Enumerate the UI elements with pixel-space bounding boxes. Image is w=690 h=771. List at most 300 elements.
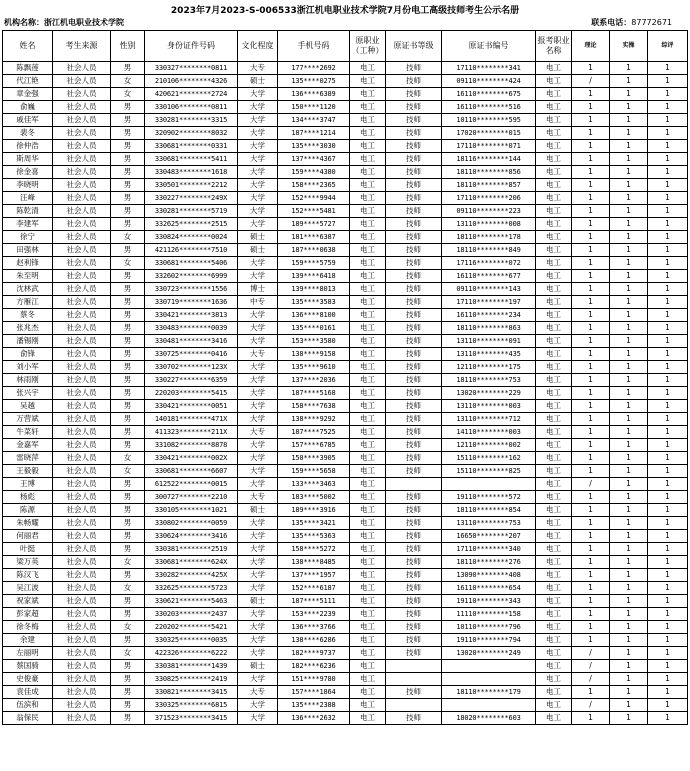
cell-applied-job: 电工: [536, 413, 572, 426]
cell-education: 硕士: [238, 244, 278, 257]
cell-original-job: 电工: [350, 621, 386, 634]
cell-original-job: 电工: [350, 88, 386, 101]
table-row: [3, 569, 688, 582]
cell-name: 陈飘莲: [3, 62, 53, 75]
org-name: 浙江机电职业技术学院: [44, 18, 124, 27]
cell-original-job: 电工: [350, 153, 386, 166]
cell-theory: 1: [572, 257, 610, 270]
cell-theory: 1: [572, 621, 610, 634]
cell-applied-job: 电工: [536, 374, 572, 387]
cell-theory: 1: [572, 439, 610, 452]
cell-mobile: 136****3766: [278, 621, 350, 634]
table-row: [3, 673, 688, 686]
cell-theory: 1: [572, 387, 610, 400]
cell-overall: 1: [648, 114, 688, 127]
cell-original-job: 电工: [350, 556, 386, 569]
cell-source: 社会人员: [53, 270, 111, 283]
cell-name: 左丽明: [3, 647, 53, 660]
cell-overall: 1: [648, 413, 688, 426]
cell-overall: 1: [648, 686, 688, 699]
cell-education: 大学: [238, 270, 278, 283]
table-row: [3, 491, 688, 504]
cell-cert-number: 14110********003: [442, 426, 536, 439]
cell-source: 社会人员: [53, 621, 111, 634]
cell-source: 社会人员: [53, 322, 111, 335]
cell-mobile: 159****5658: [278, 465, 350, 478]
cell-theory: 1: [572, 361, 610, 374]
cell-overall: 1: [648, 75, 688, 88]
cell-applied-job: 电工: [536, 491, 572, 504]
cell-education: 大学: [238, 569, 278, 582]
cell-id-number: 420621********2724: [145, 88, 238, 101]
cell-original-job: 电工: [350, 530, 386, 543]
cell-id-number: 330381********2519: [145, 543, 238, 556]
cell-practical: 1: [610, 478, 648, 491]
cell-practical: 1: [610, 192, 648, 205]
cell-source: 社会人员: [53, 218, 111, 231]
cell-overall: 1: [648, 556, 688, 569]
cell-education: 博士: [238, 283, 278, 296]
cell-cert-level: 技师: [386, 88, 442, 101]
cell-source: 社会人员: [53, 517, 111, 530]
cell-name: 陈乾清: [3, 205, 53, 218]
table-row: [3, 140, 688, 153]
cell-original-job: 电工: [350, 283, 386, 296]
cell-overall: 1: [648, 569, 688, 582]
cell-applied-job: 电工: [536, 153, 572, 166]
cell-practical: 1: [610, 660, 648, 673]
cell-mobile: 137****1957: [278, 569, 350, 582]
cell-id-number: 330421********002X: [145, 452, 238, 465]
cell-practical: 1: [610, 699, 648, 712]
cell-applied-job: 电工: [536, 348, 572, 361]
cell-cert-number: 13110********003: [442, 400, 536, 413]
cell-name: 徐冬梅: [3, 621, 53, 634]
cell-practical: 1: [610, 465, 648, 478]
cell-original-job: 电工: [350, 569, 386, 582]
cell-source: 社会人员: [53, 283, 111, 296]
cell-cert-level: 技师: [386, 244, 442, 257]
cell-theory: 1: [572, 452, 610, 465]
cell-education: 大学: [238, 387, 278, 400]
cell-overall: 1: [648, 218, 688, 231]
cell-education: 中专: [238, 296, 278, 309]
cell-cert-level: 技师: [386, 309, 442, 322]
cell-education: 大学: [238, 166, 278, 179]
cell-practical: 1: [610, 101, 648, 114]
cell-practical: 1: [610, 504, 648, 517]
cell-cert-number: 17110********071: [442, 140, 536, 153]
cell-name: 林雨刚: [3, 374, 53, 387]
cell-source: 社会人员: [53, 153, 111, 166]
cell-name: 梁万英: [3, 556, 53, 569]
cell-overall: 1: [648, 699, 688, 712]
cell-applied-job: 电工: [536, 647, 572, 660]
cell-practical: 1: [610, 296, 648, 309]
cell-practical: 1: [610, 270, 648, 283]
cell-overall: 1: [648, 257, 688, 270]
cell-cert-number: 18110********854: [442, 504, 536, 517]
cell-source: 社会人员: [53, 179, 111, 192]
cell-education: 大学: [238, 374, 278, 387]
table-row: [3, 296, 688, 309]
cell-mobile: 134****3747: [278, 114, 350, 127]
col-header-name: 姓名: [3, 31, 53, 62]
cell-education: 大学: [238, 101, 278, 114]
cell-education: 大学: [238, 647, 278, 660]
cell-name: 戚佳军: [3, 114, 53, 127]
cell-practical: 1: [610, 452, 648, 465]
cell-cert-number: 18110********276: [442, 556, 536, 569]
table-row: [3, 699, 688, 712]
cell-gender: 男: [111, 608, 145, 621]
cell-mobile: 135****3030: [278, 140, 350, 153]
cell-theory: 1: [572, 283, 610, 296]
cell-gender: 男: [111, 595, 145, 608]
cell-overall: 1: [648, 88, 688, 101]
cell-mobile: 138****9292: [278, 413, 350, 426]
cell-gender: 男: [111, 166, 145, 179]
cell-cert-number: 19110********794: [442, 634, 536, 647]
cell-theory: 1: [572, 179, 610, 192]
cell-practical: 1: [610, 556, 648, 569]
cell-mobile: 135****9610: [278, 361, 350, 374]
cell-mobile: 189****5727: [278, 218, 350, 231]
cell-gender: 男: [111, 712, 145, 725]
cell-theory: /: [572, 75, 610, 88]
table-row: [3, 153, 688, 166]
cell-practical: 1: [610, 413, 648, 426]
cell-education: 大学: [238, 634, 278, 647]
cell-overall: 1: [648, 712, 688, 725]
cell-cert-level: 技师: [386, 218, 442, 231]
cell-theory: 1: [572, 595, 610, 608]
table-row: [3, 621, 688, 634]
cell-cert-number: 16110********234: [442, 309, 536, 322]
cell-source: 社会人员: [53, 699, 111, 712]
cell-cert-number: 18020********603: [442, 712, 536, 725]
cell-cert-number: 17116********072: [442, 257, 536, 270]
cell-theory: 1: [572, 322, 610, 335]
cell-cert-level: 技师: [386, 556, 442, 569]
cell-cert-number: 13110********712: [442, 413, 536, 426]
cell-overall: 1: [648, 387, 688, 400]
cell-source: 社会人员: [53, 530, 111, 543]
header-row: [3, 31, 688, 62]
cell-practical: 1: [610, 387, 648, 400]
cell-applied-job: 电工: [536, 595, 572, 608]
cell-id-number: 332625********5723: [145, 582, 238, 595]
cell-practical: 1: [610, 114, 648, 127]
cell-original-job: 电工: [350, 595, 386, 608]
cell-original-job: 电工: [350, 244, 386, 257]
cell-id-number: 320902********8032: [145, 127, 238, 140]
cell-applied-job: 电工: [536, 205, 572, 218]
cell-cert-number: 18110********849: [442, 244, 536, 257]
cell-applied-job: 电工: [536, 426, 572, 439]
cell-cert-number: 09110********223: [442, 205, 536, 218]
cell-mobile: 151****9780: [278, 673, 350, 686]
cell-theory: 1: [572, 348, 610, 361]
cell-id-number: 330281********3315: [145, 114, 238, 127]
cell-gender: 女: [111, 465, 145, 478]
cell-id-number: 330723********1556: [145, 283, 238, 296]
cell-id-number: 330824********0024: [145, 231, 238, 244]
cell-source: 社会人员: [53, 582, 111, 595]
cell-id-number: 330421********0051: [145, 400, 238, 413]
cell-practical: 1: [610, 335, 648, 348]
cell-gender: 男: [111, 322, 145, 335]
table-row: [3, 400, 688, 413]
cell-theory: 1: [572, 413, 610, 426]
cell-id-number: 330681********5406: [145, 257, 238, 270]
cell-gender: 男: [111, 270, 145, 283]
cell-cert-number: 10110********796: [442, 621, 536, 634]
cell-cert-number: 15110********162: [442, 452, 536, 465]
cell-source: 社会人员: [53, 257, 111, 270]
cell-cert-level: 技师: [386, 335, 442, 348]
cell-id-number: 330825********2419: [145, 673, 238, 686]
cell-original-job: 电工: [350, 413, 386, 426]
cell-cert-number: 18110********856: [442, 166, 536, 179]
cell-overall: 1: [648, 140, 688, 153]
cell-source: 社会人员: [53, 400, 111, 413]
cell-id-number: 220202********5421: [145, 621, 238, 634]
cell-source: 社会人员: [53, 595, 111, 608]
cell-practical: 1: [610, 530, 648, 543]
cell-education: 大学: [238, 192, 278, 205]
cell-theory: /: [572, 660, 610, 673]
cell-source: 社会人员: [53, 140, 111, 153]
cell-original-job: 电工: [350, 361, 386, 374]
cell-education: 大专: [238, 426, 278, 439]
cell-overall: 1: [648, 270, 688, 283]
candidate-table-body: [3, 62, 688, 725]
candidate-table: [2, 30, 688, 725]
cell-cert-number: 17110********197: [442, 296, 536, 309]
cell-gender: 男: [111, 335, 145, 348]
cell-cert-number: 16110********654: [442, 582, 536, 595]
cell-mobile: 139****6418: [278, 270, 350, 283]
cell-theory: 1: [572, 231, 610, 244]
cell-id-number: 330702********123X: [145, 361, 238, 374]
cell-education: 大学: [238, 205, 278, 218]
cell-id-number: 330483********1618: [145, 166, 238, 179]
cell-source: 社会人员: [53, 543, 111, 556]
cell-overall: 1: [648, 231, 688, 244]
cell-cert-number: [442, 699, 536, 712]
cell-mobile: 187****0638: [278, 244, 350, 257]
cell-theory: 1: [572, 218, 610, 231]
cell-applied-job: 电工: [536, 101, 572, 114]
cell-education: 大学: [238, 335, 278, 348]
cell-mobile: 187****5111: [278, 595, 350, 608]
cell-original-job: 电工: [350, 491, 386, 504]
cell-name: 徐宁: [3, 231, 53, 244]
cell-id-number: 371523********3415: [145, 712, 238, 725]
cell-gender: 男: [111, 374, 145, 387]
cell-applied-job: 电工: [536, 231, 572, 244]
cell-source: 社会人员: [53, 127, 111, 140]
cell-gender: 男: [111, 517, 145, 530]
cell-id-number: 332602********6999: [145, 270, 238, 283]
cell-overall: 1: [648, 361, 688, 374]
cell-mobile: 187****5168: [278, 387, 350, 400]
cell-id-number: 220203********5415: [145, 387, 238, 400]
table-row: [3, 556, 688, 569]
cell-gender: 女: [111, 582, 145, 595]
cell-source: 社会人员: [53, 686, 111, 699]
cell-cert-number: [442, 673, 536, 686]
cell-source: 社会人员: [53, 361, 111, 374]
cell-cert-level: 技师: [386, 686, 442, 699]
cell-cert-number: 13020********249: [442, 647, 536, 660]
cell-education: 大学: [238, 712, 278, 725]
cell-source: 社会人员: [53, 166, 111, 179]
cell-overall: 1: [648, 205, 688, 218]
cell-overall: 1: [648, 621, 688, 634]
cell-name: 吴江波: [3, 582, 53, 595]
cell-source: 社会人员: [53, 634, 111, 647]
cell-source: 社会人员: [53, 231, 111, 244]
cell-id-number: 330282********425X: [145, 569, 238, 582]
cell-original-job: 电工: [350, 114, 386, 127]
cell-education: 大学: [238, 439, 278, 452]
cell-theory: 1: [572, 608, 610, 621]
cell-theory: 1: [572, 634, 610, 647]
cell-education: 大专: [238, 686, 278, 699]
cell-source: 社会人员: [53, 569, 111, 582]
cell-applied-job: 电工: [536, 543, 572, 556]
cell-mobile: 135****2388: [278, 699, 350, 712]
cell-cert-number: [442, 478, 536, 491]
cell-theory: /: [572, 673, 610, 686]
cell-cert-number: 11110********158: [442, 608, 536, 621]
cell-education: 大学: [238, 153, 278, 166]
cell-cert-level: 技师: [386, 283, 442, 296]
cell-original-job: 电工: [350, 270, 386, 283]
table-row: [3, 634, 688, 647]
cell-cert-number: 18110********753: [442, 374, 536, 387]
cell-practical: 1: [610, 127, 648, 140]
cell-theory: 1: [572, 88, 610, 101]
cell-name: 方雁江: [3, 296, 53, 309]
cell-id-number: 330327********0811: [145, 62, 238, 75]
cell-cert-level: 技师: [386, 140, 442, 153]
cell-education: 大学: [238, 257, 278, 270]
cell-source: 社会人员: [53, 192, 111, 205]
cell-cert-level: 技师: [386, 543, 442, 556]
cell-cert-level: 技师: [386, 400, 442, 413]
cell-cert-level: 技师: [386, 114, 442, 127]
cell-overall: 1: [648, 335, 688, 348]
cell-cert-number: 16110********516: [442, 101, 536, 114]
table-row: [3, 88, 688, 101]
cell-source: 社会人员: [53, 244, 111, 257]
cell-mobile: 159****4380: [278, 166, 350, 179]
cell-overall: 1: [648, 296, 688, 309]
cell-overall: 1: [648, 582, 688, 595]
cell-overall: 1: [648, 244, 688, 257]
cell-source: 社会人员: [53, 413, 111, 426]
cell-original-job: 电工: [350, 62, 386, 75]
cell-mobile: 135****3421: [278, 517, 350, 530]
cell-education: 大学: [238, 452, 278, 465]
table-row: [3, 309, 688, 322]
cell-gender: 男: [111, 309, 145, 322]
cell-applied-job: 电工: [536, 192, 572, 205]
cell-education: 大专: [238, 62, 278, 75]
cell-mobile: 137****4367: [278, 153, 350, 166]
col-header-overall: 综评: [648, 31, 688, 62]
cell-applied-job: 电工: [536, 257, 572, 270]
cell-education: 大学: [238, 517, 278, 530]
cell-applied-job: 电工: [536, 712, 572, 725]
table-row: [3, 179, 688, 192]
cell-theory: 1: [572, 686, 610, 699]
cell-applied-job: 电工: [536, 140, 572, 153]
cell-practical: 1: [610, 309, 648, 322]
cell-education: 大学: [238, 608, 278, 621]
cell-original-job: 电工: [350, 452, 386, 465]
cell-mobile: 182****6236: [278, 660, 350, 673]
cell-name: 徐仲浩: [3, 140, 53, 153]
cell-mobile: 157****1864: [278, 686, 350, 699]
cell-practical: 1: [610, 439, 648, 452]
cell-theory: 1: [572, 270, 610, 283]
cell-overall: 1: [648, 595, 688, 608]
cell-mobile: 152****6187: [278, 582, 350, 595]
cell-original-job: 电工: [350, 348, 386, 361]
cell-gender: 男: [111, 101, 145, 114]
cell-education: 硕士: [238, 231, 278, 244]
cell-name: 李建军: [3, 218, 53, 231]
cell-applied-job: 电工: [536, 296, 572, 309]
cell-name: 伍滨和: [3, 699, 53, 712]
cell-mobile: 183****5002: [278, 491, 350, 504]
cell-cert-level: 技师: [386, 569, 442, 582]
cell-overall: 1: [648, 517, 688, 530]
cell-cert-level: 技师: [386, 205, 442, 218]
cell-cert-level: 技师: [386, 127, 442, 140]
cell-applied-job: 电工: [536, 75, 572, 88]
cell-id-number: 330481********3416: [145, 335, 238, 348]
cell-cert-level: 技师: [386, 413, 442, 426]
cell-gender: 男: [111, 153, 145, 166]
cell-applied-job: 电工: [536, 387, 572, 400]
cell-cert-level: 技师: [386, 465, 442, 478]
cell-applied-job: 电工: [536, 478, 572, 491]
cell-cert-number: 17110********340: [442, 543, 536, 556]
cell-source: 社会人员: [53, 114, 111, 127]
cell-overall: 1: [648, 426, 688, 439]
cell-applied-job: 电工: [536, 517, 572, 530]
cell-mobile: 138****8485: [278, 556, 350, 569]
cell-applied-job: 电工: [536, 166, 572, 179]
cell-original-job: 电工: [350, 75, 386, 88]
cell-name: 翁保民: [3, 712, 53, 725]
cell-practical: 1: [610, 322, 648, 335]
cell-practical: 1: [610, 179, 648, 192]
cell-applied-job: 电工: [536, 218, 572, 231]
cell-cert-level: 技师: [386, 595, 442, 608]
col-header-original-job: 原职业（工种）: [350, 31, 386, 62]
cell-mobile: 136****8100: [278, 309, 350, 322]
cell-cert-number: 12110********175: [442, 361, 536, 374]
cell-original-job: 电工: [350, 634, 386, 647]
cell-cert-level: 技师: [386, 439, 442, 452]
cell-practical: 1: [610, 634, 648, 647]
